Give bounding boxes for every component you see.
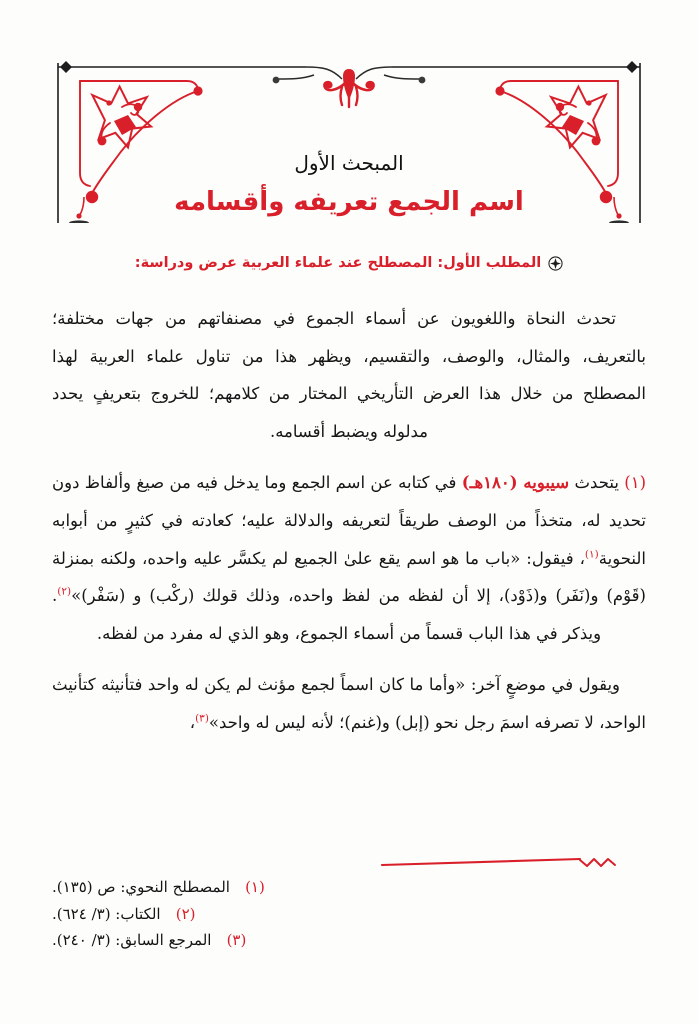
- footnote-ref-1[interactable]: (١): [584, 548, 599, 561]
- footnote-item-1: [52, 874, 646, 901]
- footnote-text-1: المصطلح النحوي: ص (١٣٥).: [52, 878, 230, 896]
- footnote-number-2: (٢): [175, 904, 196, 923]
- chapter-label: المبحث الأول: [294, 151, 404, 175]
- wavy-rule-icon: [52, 856, 646, 870]
- paragraph-2-lead: يتحدث: [574, 473, 619, 493]
- paragraph-2-text-c: . ويذكر في هذا الباب قسماً من أسماء الجموع، وهو الذي له مفرد من لفظه.: [52, 586, 602, 643]
- scholar-name: سيبويه (١٨٠هـ): [461, 473, 570, 493]
- section-subheading: [52, 255, 646, 271]
- ornament-left-dot-top: [193, 86, 202, 95]
- fleuron-dot-left: [273, 77, 280, 84]
- header-ornament-svg: [52, 55, 646, 223]
- fleuron-dot-right: [419, 77, 426, 84]
- body-text-area: [52, 300, 646, 756]
- footnote-zone: [52, 856, 646, 954]
- footnote-item-2: [52, 901, 646, 928]
- paragraph-2-text-a: في كتابه عن اسم الجمع وما يدخل فيه من صيغ وألفاظ دون تحديد له، متخذاً من الوصف طريقاً لتعريفه والدلالة عليه؛ كعادته في كثيرٍ من أبوابه النحوية: [52, 473, 646, 568]
- paragraph-1-text: تحدث النحاة واللغويون عن أسماء الجموع في مصنفاتهم من جهات مختلفة؛ بالتعريف، والمثال، والوصف، والتقسيم، ويظهر هذا من تناول علماء العربية لهذا المصطلح من خلال هذا العرض التأريخي المختار من كلامهم؛ للخروج بتعريفٍ يحدد مدلوله ويضبط أقسامه.: [52, 309, 646, 441]
- footnote-ref-3[interactable]: (٣): [195, 712, 209, 725]
- paragraph-3: [52, 666, 646, 741]
- paragraph-2: [52, 464, 646, 652]
- paragraph-1: [52, 300, 646, 450]
- footnote-text-3: المرجع السابق: (٣/ ٢٤٠).: [52, 931, 212, 950]
- flower-bullet-icon: [548, 256, 563, 271]
- paragraph-3-text-a: ويقول في موضعٍ آخر: «وأما ما كان اسماً لجمع مؤنث لم يكن له واحد فتأنيثه كتأنيث الواحد، لا تصرفه اسمَ رجل نحو (إبل) و(غنم)؛ لأنه ليس له واحد»: [52, 675, 646, 733]
- subheading-label: المطلب الأول: المصطلح عند علماء العربية عرض ودراسة:: [134, 255, 542, 271]
- floral-corner-ornament-right-icon: [495, 81, 629, 223]
- floral-corner-ornament-left-icon: [80, 81, 198, 197]
- footnote-list: [52, 874, 646, 954]
- footnote-item-3: [52, 927, 646, 954]
- footnote-number-1: (١): [245, 878, 265, 896]
- chapter-header-ornament: [52, 55, 646, 223]
- ornament-left-dot-bottom: [86, 191, 98, 203]
- footnote-text-2: الكتاب: (٣/ ٦٢٤).: [52, 904, 161, 923]
- footnote-ref-2[interactable]: (٢): [57, 585, 72, 598]
- ornament-left-baseline-ellipse: [69, 220, 89, 223]
- center-fleuron-icon: [324, 69, 373, 107]
- paragraph-3-text-b: ،: [189, 713, 196, 733]
- page-title: اسم الجمع تعريفه وأقسامه: [174, 187, 524, 217]
- paragraph-2-text-b: ، فيقول: «باب ما هو اسم يقع علىٰ الجميع لم يكسَّر عليه واحده، ولكنه بمنزلة (قَوْم) و(نَفَر) و(ذَوْد)، إلا أن لفظه من لفظ واحده، وذلك قولك (ركْب) و (سَفْر)»: [52, 548, 646, 606]
- footnote-number-3: (٣): [226, 931, 247, 950]
- paragraph-2-marker: (١): [624, 473, 647, 493]
